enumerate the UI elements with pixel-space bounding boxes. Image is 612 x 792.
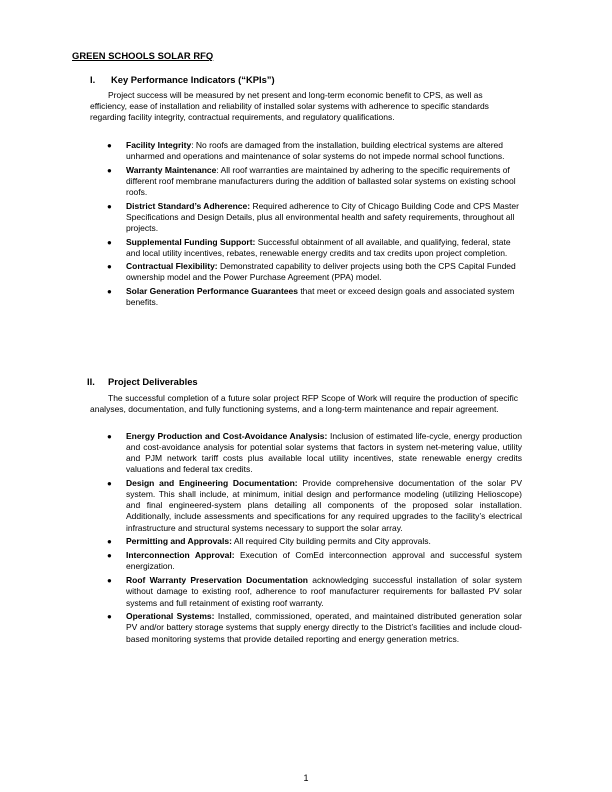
- section-2-bullet-list: [107, 431, 523, 645]
- list-item: ● Design and Engineering Documentation: Provide comprehensive documentation of the solar PV system. This shall include, at minimum, initial design and performance modeling (utilizing Helioscope) and final engineered-system plans detailing all components of the proposed solar installation. Additionally, include assessments and specifications for any required upgrades to the facility’s electrical infrastructure and structural systems necessary to support the solar array.: [107, 478, 523, 533]
- bullet-icon: ●: [107, 432, 112, 441]
- list-item: ● Facility Integrity: No roofs are damaged from the installation, building electrical systems are altered unharmed and operations and maintenance of solar systems do not impede normal school functions.: [107, 140, 505, 162]
- bullet-icon: ●: [107, 551, 112, 561]
- list-item: ● Permitting and Approvals: All required City building permits and City approvals.: [107, 536, 431, 547]
- bullet-icon: ●: [107, 237, 112, 247]
- bullet-icon: ●: [107, 165, 112, 175]
- list-item: ● Interconnection Approval: Execution of ComEd interconnection approval and successful system energization.: [107, 550, 522, 572]
- section-title: Project Deliverables: [108, 376, 198, 387]
- bullet-icon: ●: [107, 576, 112, 586]
- section-2-intro: The successful completion of a future solar project RFP Scope of Work will require the production of specific analyses, documentation, and fully functioning systems, and a long-term maintenance and repair agreement.: [90, 393, 518, 415]
- section-number: I.: [90, 74, 96, 85]
- list-item: ● Roof Warranty Preservation Documentation acknowledging successful installation of solar system without damage to existing roof, adherence to roof manufacturer requirements for ballasted PV solar systems and full retainment of existing roof warranty.: [107, 575, 523, 608]
- list-item: ● District Standard’s Adherence: Required adherence to City of Chicago Building Code and CPS Master Specifications and Design Details, plus all environmental health and safety requirements, throughout all projects.: [107, 200, 519, 233]
- bullet-icon: ●: [107, 479, 112, 489]
- page-number: 1: [303, 773, 309, 783]
- list-item: ● Operational Systems: Installed, commissioned, operated, and maintained distributed generation solar PV and/or battery storage systems that supply energy directly to the District’s facilities and include cloud-based monitoring systems that provide detailed reporting and energy generation metrics.: [107, 611, 523, 644]
- section-number: II.: [87, 376, 95, 387]
- list-item: ● Energy Production and Cost-Avoidance Analysis: Inclusion of estimated life-cycle, energy production and cost-avoidance analysis for potential solar systems that factors in system net-metering value, utility and PJM network tariff costs plus available local utility incentives, state renewable energy credits valuations and federal tax credits.: [107, 431, 522, 475]
- bullet-icon: ●: [107, 141, 112, 150]
- list-item: ● Supplemental Funding Support: Successful obtainment of all available, and qualifying, federal, state and local utility incentives, rebates, renewable energy credits and tax credits upon project completion.: [107, 236, 511, 258]
- bullet-icon: ●: [107, 262, 112, 272]
- section-1-intro: Project success will be measured by net present and long-term economic benefit to CPS, as well as efficiency, ease of installation and reliability of installed solar systems with adherence to specific standards regarding facility integrity, contractual requirements, and regulatory qualifications.: [90, 90, 489, 123]
- bullet-icon: ●: [107, 537, 112, 547]
- document-title: GREEN SCHOOLS SOLAR RFQ: [72, 50, 214, 61]
- bullet-icon: ●: [107, 287, 112, 297]
- list-item: ● Solar Generation Performance Guarantees that meet or exceed design goals and associated system benefits.: [107, 286, 515, 308]
- section-1-bullet-list: [107, 140, 522, 308]
- list-item: ● Contractual Flexibility: Demonstrated capability to deliver projects using both the CPS Capital Funded ownership model and the Power Purchase Agreement (PPA) model.: [107, 261, 516, 283]
- bullet-icon: ●: [107, 612, 112, 622]
- list-item: ● Warranty Maintenance: All roof warranties are maintained by adhering to the specific requirements of different roof membrane manufacturers during the addition of ballasted solar systems on existing school roofs.: [107, 164, 516, 197]
- section-title: Key Performance Indicators (“KPIs”): [111, 74, 275, 85]
- bullet-icon: ●: [107, 201, 112, 211]
